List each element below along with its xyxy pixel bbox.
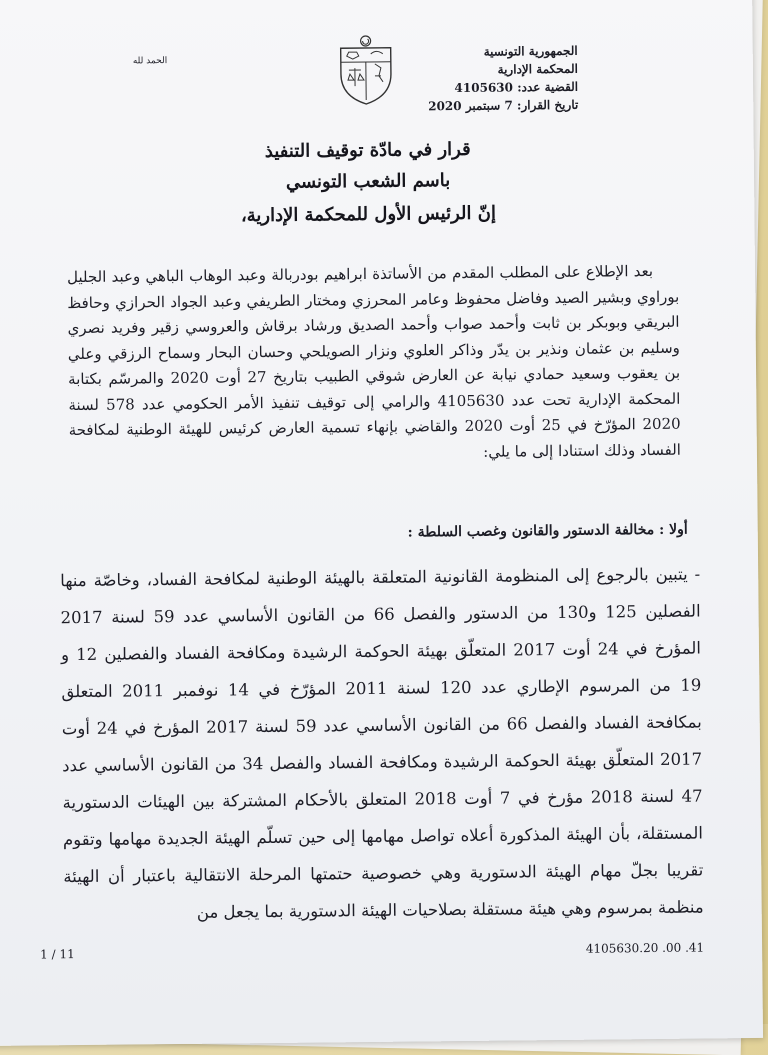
section-body-block bbox=[60, 556, 704, 933]
document-reference: 4105630.20 .00 .41 bbox=[586, 940, 704, 955]
decision-date-label: تاريخ القرار: bbox=[517, 98, 578, 113]
decision-date-line bbox=[428, 96, 578, 116]
case-number-line bbox=[428, 78, 578, 98]
court-name: المحكمة الإدارية bbox=[428, 60, 578, 80]
opening-phrase: الحمد لله bbox=[133, 56, 167, 66]
court-header bbox=[428, 42, 579, 116]
people-invocation: باسم الشعب التونسي bbox=[0, 167, 752, 196]
country-name: الجمهورية التونسية bbox=[428, 42, 578, 62]
page-number: 1 / 11 bbox=[40, 947, 75, 961]
section-paragraph: - يتبين بالرجوع إلى المنظومة القانونية المتعلقة بالهيئة الوطنية لمكافحة الفساد، وخاصّة منها الفصلين 125 و130 من الدستور والفصل 66 من القانون الأساسي عدد 59 لسنة 2017 المؤرخ في 24 أوت 2017 المتعلّق بهيئة الحوكمة الرشيدة ومكافحة الفساد والفصلين 12 و 19 من المرسوم الإطاري عدد 120 لسنة 2011 المؤرّخ في 14 نوفمبر 2011 المتعلق بمكافحة الفساد والفصل 66 من القانون الأساسي عدد 59 لسنة 2017 المؤرخ في 24 أوت 2017 المتعلّق بهيئة الحوكمة الرشيدة ومكافحة الفساد والفصل 34 من القانون الأساسي عدد 47 لسنة 2018 مؤرخ في 7 أوت 2018 المتعلق بالأحكام المشتركة بين الهيئات الدستورية المستقلة، بأن الهيئة المذكورة أعلاه تواصل مهامها إلى حين تسلّم الهيئة الجديدة مهامها وتقوم تقريبا بجلّ مهام الهيئة الدستورية وهي خصوصية حتمتها المرحلة الانتقالية باعتبار أن الهيئة منظمة بمرسوم وهي هيئة مستقلة بصلاحيات الهيئة الدستورية بما يجعل من bbox=[60, 556, 704, 933]
president-heading: إنّ الرئيس الأول للمحكمة الإدارية، bbox=[0, 200, 753, 229]
case-number-label: القضية عدد: bbox=[517, 80, 578, 95]
intro-paragraph-block bbox=[67, 259, 681, 469]
section-heading: أولا : مخالفة الدستور والقانون وغصب السلطة : bbox=[288, 522, 688, 542]
case-number: 4105630 bbox=[454, 80, 513, 95]
decision-title: قرار في مادّة توقيف التنفيذ bbox=[0, 136, 752, 165]
tunisia-coat-of-arms-icon bbox=[335, 34, 398, 107]
intro-paragraph: بعد الإطلاع على المطلب المقدم من الأساتذة ابراهيم بودربالة وعبد الوهاب الباهي وعبد الجليل بوراوي وبشير الصيد وفاضل محفوظ وعامر المحرزي ومختار الطريفي وعبد الجواد الحرازي وحافظ البريقي وبوبكر بن ثابت وأحمد صواب وأحمد الصديق ورشاد برقاش والعروسي زقير وفريد نصري وسليم بن عثمان ونذير بن يدّر وذاكر العلوي ونزار الصويلحي وحسان البحار وسماح الرزقي وعلي بن يعقوب وسعيد حمادي نيابة عن العارض شوقي الطبيب بتاريخ 27 أوت 2020 والمرسّم بكتابة المحكمة الإدارية تحت عدد 4105630 والرامي إلى توقيف تنفيذ الأمر الحكومي عدد 578 لسنة 2020 المؤرّخ في 25 أوت 2020 والقاضي بإنهاء تسمية العارض كرئيس للهيئة الوطنية لمكافحة الفساد وذلك استنادا إلى ما يلي: bbox=[67, 259, 681, 469]
decision-date: 7 سبتمبر 2020 bbox=[428, 98, 513, 113]
